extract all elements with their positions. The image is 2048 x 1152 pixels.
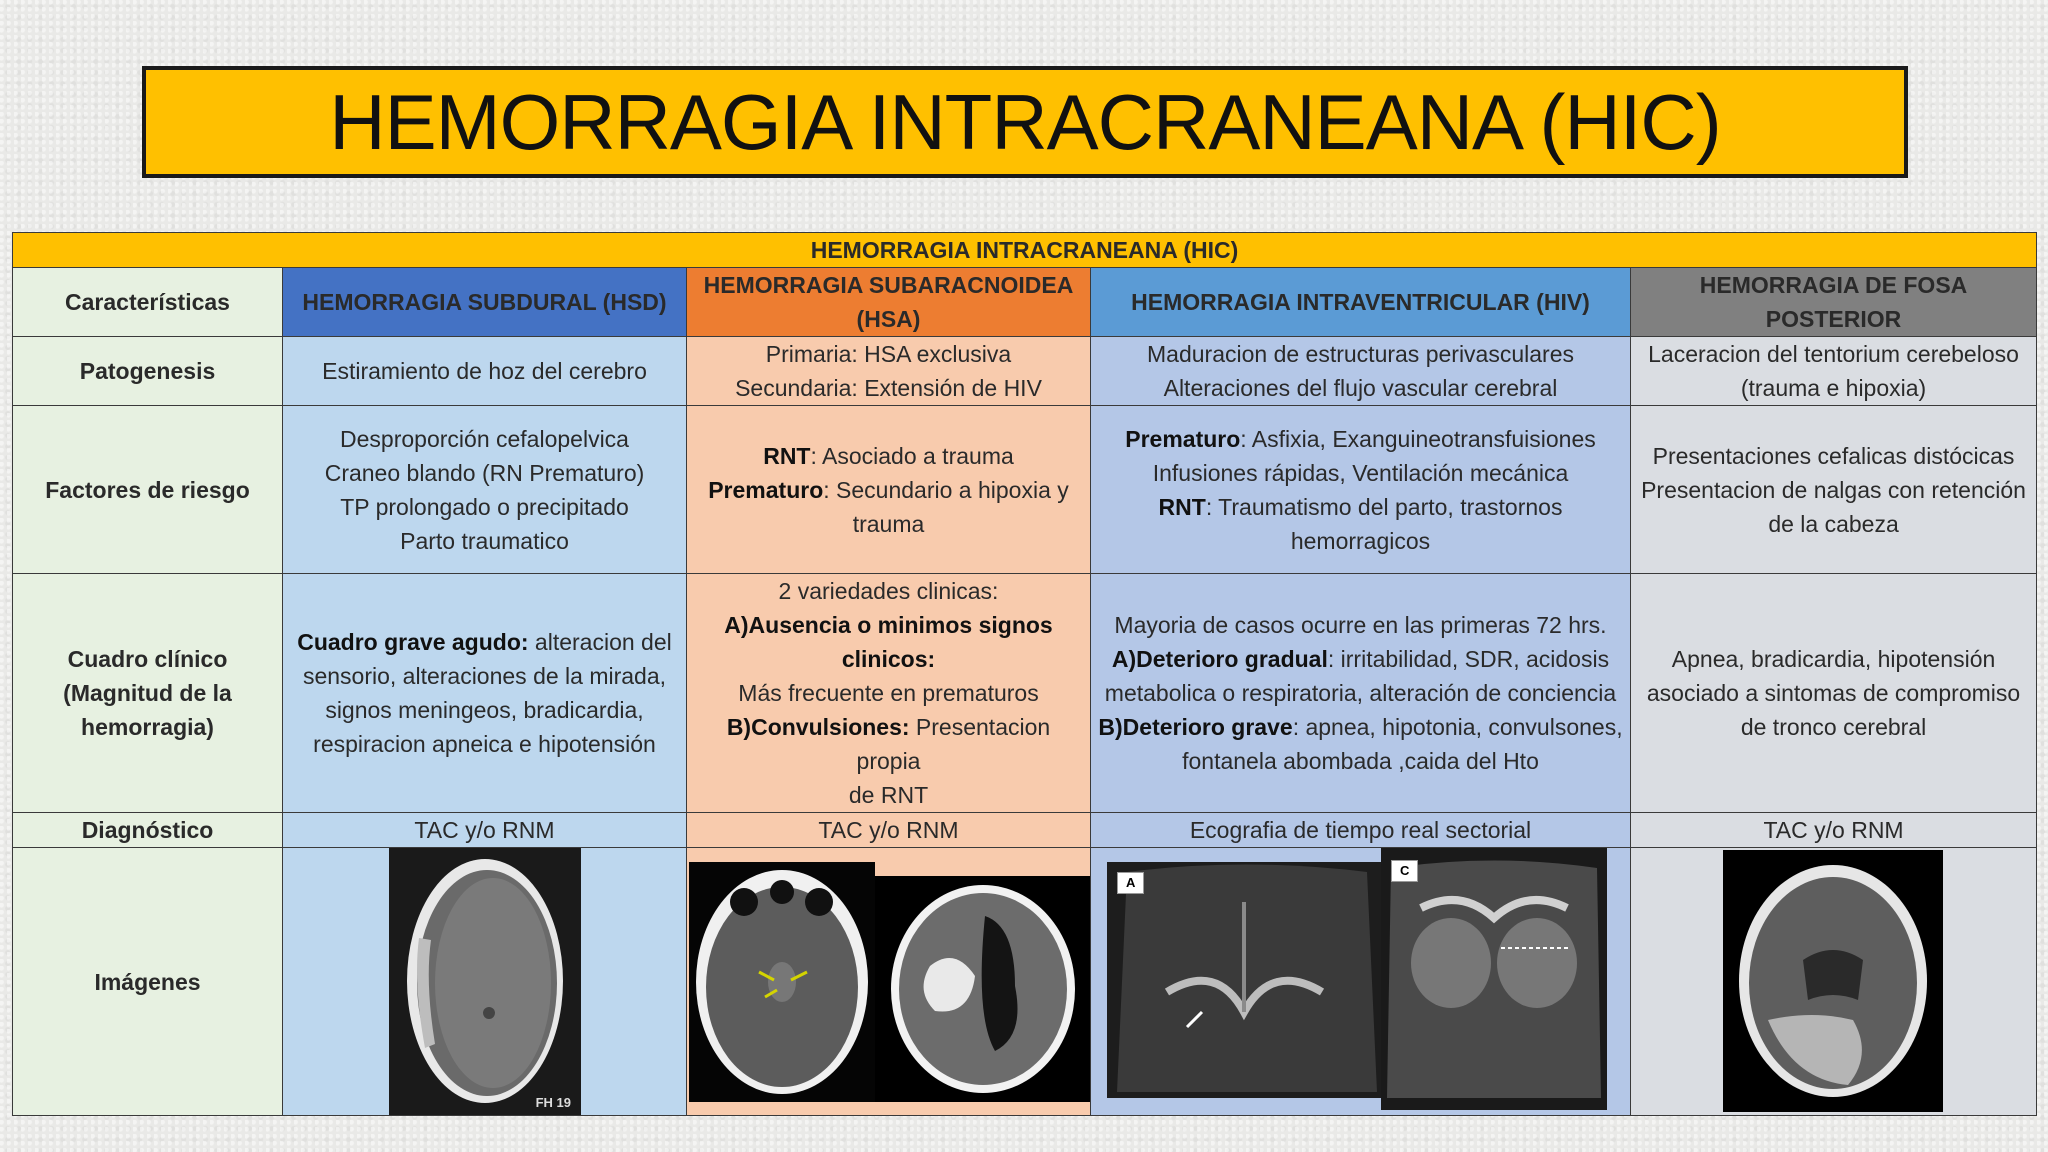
text-span: : Traumatismo del parto, trastornos: [1205, 493, 1563, 520]
text-line: hemorragicos: [1290, 527, 1431, 554]
text-line: de tronco cerebral: [1740, 714, 1927, 740]
banner-title-text: HEMORRAGIA INTRACRANEANA (HIC): [329, 77, 1721, 166]
ct-scan-subarachnoid-hemorrhage-image: [875, 876, 1091, 1102]
cell-imagen-hiv: [1091, 848, 1631, 1116]
text-line: Más frecuente en prematuros: [738, 680, 1039, 706]
cell-cuadro-hfp: [1631, 574, 2037, 813]
bold-term: B)Deterioro grave: [1098, 714, 1293, 740]
text-line: Laceracion del tentorium cerebeloso: [1648, 341, 2019, 367]
text-line: de la cabeza: [1768, 510, 1899, 537]
text-line: [1097, 642, 1624, 676]
text-line: [693, 710, 1084, 778]
cell-diagnostico-hsd: TAC y/o RNM: [283, 813, 687, 848]
scan-tag-a: A: [1117, 872, 1144, 894]
scan-tag-fh: FH 19: [535, 1095, 571, 1110]
text-line: signos meningeos, bradicardia,: [325, 697, 644, 723]
text-line: 2 variedades clinicas:: [778, 578, 999, 604]
text-line: Desproporción cefalopelvica: [340, 425, 629, 452]
cell-cuadro-hsa: [687, 574, 1091, 813]
cell-imagen-hsa: [687, 848, 1091, 1116]
cell-diagnostico-hsa: TAC y/o RNM: [687, 813, 1091, 848]
cell-factores-hsd: [283, 406, 687, 574]
header-characteristics: Características: [13, 268, 283, 337]
row-cuadro-clinico: [13, 574, 2037, 813]
bold-term: A)Deterioro gradual: [1111, 646, 1328, 672]
label-line: (Magnitud de la: [63, 680, 232, 706]
text-line: Mayoria de casos ocurre en las primeras 72 hrs.: [1114, 612, 1607, 638]
cell-diagnostico-hiv: Ecografia de tiempo real sectorial: [1091, 813, 1631, 848]
text-span: Presentacion propia: [856, 714, 1051, 774]
header-hfp: HEMORRAGIA DE FOSA POSTERIOR: [1631, 268, 2037, 337]
text-line: Secundaria: Extensión de HIV: [735, 375, 1042, 401]
cell-patogenesis-hsa: [687, 337, 1091, 406]
ct-scan-posterior-fossa-image: [1723, 850, 1943, 1112]
text-line: de RNT: [848, 782, 929, 808]
row-label-patogenesis: Patogenesis: [13, 337, 283, 406]
text-line: Estiramiento de hoz del cerebro: [322, 358, 647, 384]
text-line: [693, 439, 1084, 473]
ct-scan-subarachnoid-axial-image: [689, 862, 875, 1102]
row-diagnostico: [13, 813, 2037, 848]
ultrasound-image-a: [1107, 862, 1381, 1098]
comparison-table: [12, 232, 2037, 1116]
cell-imagen-hsd: [283, 848, 687, 1116]
text-line: respiracion apneica e hipotensión: [313, 731, 656, 757]
cell-factores-hfp: [1631, 406, 2037, 574]
text-line: [1097, 422, 1624, 456]
header-row: [13, 268, 2037, 337]
text-line: [693, 608, 1084, 676]
cell-imagen-hfp: [1631, 848, 2037, 1116]
cell-patogenesis-hiv: [1091, 337, 1631, 406]
text-line: (trauma e hipoxia): [1740, 375, 1927, 401]
label-line: hemorragia): [81, 714, 214, 740]
text-span: : irritabilidad, SDR, acidosis: [1327, 646, 1610, 672]
text-span: : Asociado a trauma: [810, 442, 1014, 469]
scan-tag-c: C: [1391, 860, 1418, 882]
text-line: [693, 473, 1084, 507]
text-line: sensorio, alteraciones de la mirada,: [302, 663, 667, 689]
cell-patogenesis-hfp: [1631, 337, 2037, 406]
header-hsd: HEMORRAGIA SUBDURAL (HSD): [283, 268, 687, 337]
cell-factores-hiv: [1091, 406, 1631, 574]
text-span: : Secundario a hipoxia y: [823, 476, 1069, 503]
label-line: Cuadro clínico: [67, 646, 228, 672]
cell-factores-hsa: [687, 406, 1091, 574]
text-line: Presentaciones cefalicas distócicas: [1652, 442, 2015, 469]
header-hiv: HEMORRAGIA INTRAVENTRICULAR (HIV): [1091, 268, 1631, 337]
table-title: HEMORRAGIA INTRACRANEANA (HIC): [13, 233, 2037, 268]
text-line: [289, 625, 680, 659]
bold-term: A)Ausencia o minimos signos clinicos:: [724, 612, 1053, 672]
row-imagenes: [13, 848, 2037, 1116]
text-line: fontanela abombada ,caida del Hto: [1182, 748, 1539, 774]
text-line: Maduracion de estructuras perivasculares: [1147, 341, 1574, 367]
row-label-cuadro-clinico: [13, 574, 283, 813]
text-line: [1097, 490, 1624, 524]
text-line: [1097, 710, 1624, 744]
header-hsa: HEMORRAGIA SUBARACNOIDEA (HSA): [687, 268, 1091, 337]
bold-term: RNT: [1158, 493, 1206, 520]
table-title-row: [13, 233, 2037, 268]
text-line: Parto traumatico: [400, 527, 569, 554]
bold-term: Prematuro: [708, 476, 824, 503]
row-label-diagnostico: Diagnóstico: [13, 813, 283, 848]
bold-term: Cuadro grave agudo:: [297, 629, 529, 655]
text-line: metabolica o respiratoria, alteración de conciencia: [1104, 680, 1617, 706]
text-span: alteracion del: [528, 629, 672, 655]
ct-scan-subdural-image: [389, 848, 581, 1115]
text-line: Presentacion de nalgas con retención: [1641, 476, 2026, 503]
text-line: Apnea, bradicardia, hipotensión: [1671, 646, 1996, 672]
text-line: asociado a sintomas de compromiso: [1646, 680, 2021, 706]
ultrasound-image-c: [1381, 848, 1607, 1110]
cell-cuadro-hiv: [1091, 574, 1631, 813]
cell-cuadro-hsd: [283, 574, 687, 813]
bold-term: RNT: [763, 442, 811, 469]
row-patogenesis: [13, 337, 2037, 406]
cell-patogenesis-hsd: [283, 337, 687, 406]
text-line: Primaria: HSA exclusiva: [765, 341, 1012, 367]
bold-term: B)Convulsiones:: [726, 714, 910, 740]
row-factores: [13, 406, 2037, 574]
bold-term: Prematuro: [1125, 425, 1241, 452]
text-line: Craneo blando (RN Prematuro): [324, 459, 645, 486]
banner-title: [142, 66, 1908, 178]
text-span: : apnea, hipotonia, convulsones,: [1292, 714, 1623, 740]
cell-diagnostico-hfp: TAC y/o RNM: [1631, 813, 2037, 848]
text-line: TP prolongado o precipitado: [340, 493, 629, 520]
text-line: Alteraciones del flujo vascular cerebral: [1163, 375, 1558, 401]
row-label-imagenes: Imágenes: [13, 848, 283, 1116]
row-label-factores: Factores de riesgo: [13, 406, 283, 574]
text-line: trauma: [852, 510, 925, 537]
text-line: Infusiones rápidas, Ventilación mecánica: [1152, 459, 1569, 486]
text-span: : Asfixia, Exanguineotransfuisiones: [1240, 425, 1596, 452]
